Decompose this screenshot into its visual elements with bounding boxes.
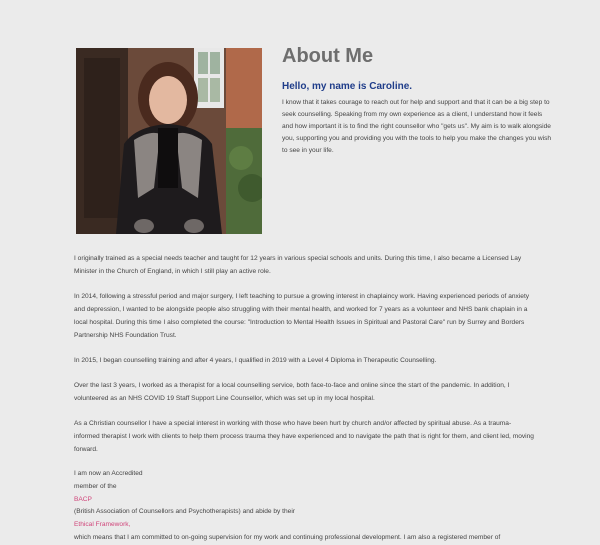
accreditation-line-2: member of the <box>74 482 117 490</box>
profile-photo-image <box>76 48 262 234</box>
accreditation-block <box>74 468 534 545</box>
bacp-link[interactable]: BACP <box>74 495 92 503</box>
greeting-heading: Hello, my name is Caroline. <box>282 81 413 92</box>
bio-paragraph-3: In 2015, I began counselling training and after 4 years, I qualified in 2019 with a Level 4 Diploma in Therapeutic Counselling. <box>74 357 437 364</box>
bio-content <box>74 252 534 545</box>
bio-paragraph-1: I originally trained as a special needs teacher and taught for 12 years in various special schools and units. During this time, I also became a Licensed Lay Minister in the Church of England, in which I still play an active role. <box>74 255 522 275</box>
intro-paragraph: I know that it takes courage to reach out for help and support and that it can be a big step to seek counselling. Speaking from my own experience as a client, I understand how it feels and how important it is to find the right counsellor who "gets us". My aim is to walk alongside you, supporting you and providing you with the tools to help you make the changes you wish to see in your life. <box>282 99 552 155</box>
bio-paragraph-2: In 2014, following a stressful period and major surgery, I left teaching to pursue a growing interest in chaplaincy work. Having experienced periods of anxiety and depression, I wanted to be alongside people also struggling with their mental health, and worked for 7 years as a volunteer and NHS bank chaplain in a local hospital. During this time I also completed the course: "Introduction to Mental Health Issues in Spiritual and Pastoral Care" run by Surrey and Borders Partnership NHS Foundation Trust. <box>74 293 530 339</box>
profile-photo <box>76 48 262 234</box>
accreditation-line-1: I am now an Accredited <box>74 470 143 477</box>
page-title: About Me <box>282 45 374 67</box>
ethical-framework-link[interactable]: Ethical Framework, <box>74 521 131 529</box>
bio-paragraph-4: Over the last 3 years, I worked as a therapist for a local counselling service, both face-to-face and online since the start of the pandemic. In addition, I volunteered as an NHS COVID 19 Staff Support Line Counsellor, which was set up in my local hospital. <box>74 382 510 402</box>
about-section <box>282 44 552 157</box>
bio-paragraph-5: As a Christian counsellor I have a special interest in working with those who have been hurt by church and/or affected by spiritual abuse. As a trauma-informed therapist I work with clients to help them process trauma they have experienced and to navigate the path that is right for them, and client led, moving forward. <box>74 420 534 453</box>
accreditation-line-3: (British Association of Counsellors and Psychotherapists) and abide by their <box>74 508 296 516</box>
accreditation-line-4: which means that I am committed to on-going supervision for my work and continuing professional development. I am also a registered member of <box>74 533 501 541</box>
